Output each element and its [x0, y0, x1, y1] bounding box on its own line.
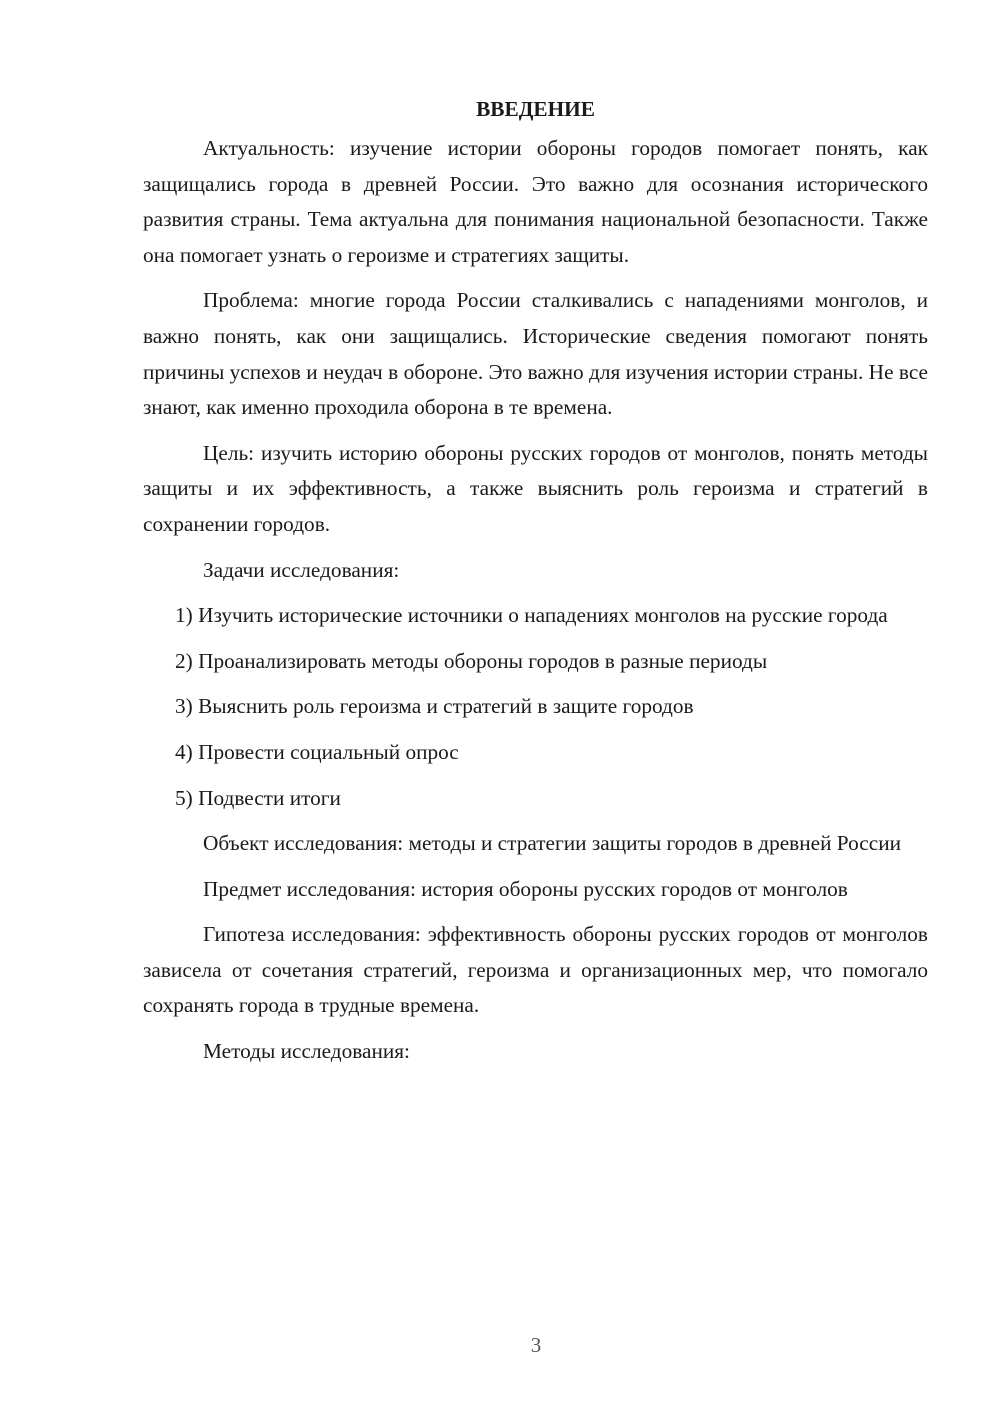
paragraph-problem: Проблема: многие города России сталкивались с нападениями монголов, и важно понять, как они защищались. Исторические сведения помогают понять причины успехов и неудач в обороне. Это важно для изучения истории страны. Не все знают, как именно проходила оборона в те времена.: [143, 288, 928, 420]
paragraph-relevance: Актуальность: изучение истории обороны городов помогает понять, как защищались города в древней России. Это важно для осознания исторического развития страны. Тема актуальна для понимания национальной безопасности. Также она помогает узнать о героизме и стратегиях защиты.: [143, 136, 928, 267]
paragraph-goal: Цель: изучить историю обороны русских городов от монголов, понять методы защиты и их эффективность, а также выяснить роль героизма и стратегий в сохранении городов.: [143, 440, 928, 536]
paragraph-subject: Предмет исследования: история обороны русских городов от монголов: [203, 876, 848, 901]
section-title: ВВЕДЕНИЕ: [476, 97, 595, 121]
paragraph-object: Объект исследования: методы и стратегии защиты городов в древней России: [203, 831, 901, 856]
document-page: [143, 92, 928, 1080]
task-item-2: 2) Проанализировать методы обороны городов в разные периоды: [175, 648, 768, 673]
task-item-5: 5) Подвести итоги: [175, 785, 341, 810]
paragraph-hypothesis: Гипотеза исследования: эффективность обороны русских городов от монголов зависела от сочетания стратегий, героизма и организационных мер, что помогало сохранять города в трудные времена.: [143, 922, 928, 1018]
task-item-4: 4) Провести социальный опрос: [175, 739, 459, 764]
page-number: 3: [530, 1333, 542, 1357]
task-item-3: 3) Выяснить роль героизма и стратегий в защите городов: [175, 694, 694, 719]
methods-heading: Методы исследования:: [203, 1039, 410, 1064]
task-item-1: 1) Изучить исторические источники о нападениях монголов на русские города: [175, 603, 888, 628]
tasks-heading: Задачи исследования:: [203, 557, 400, 582]
